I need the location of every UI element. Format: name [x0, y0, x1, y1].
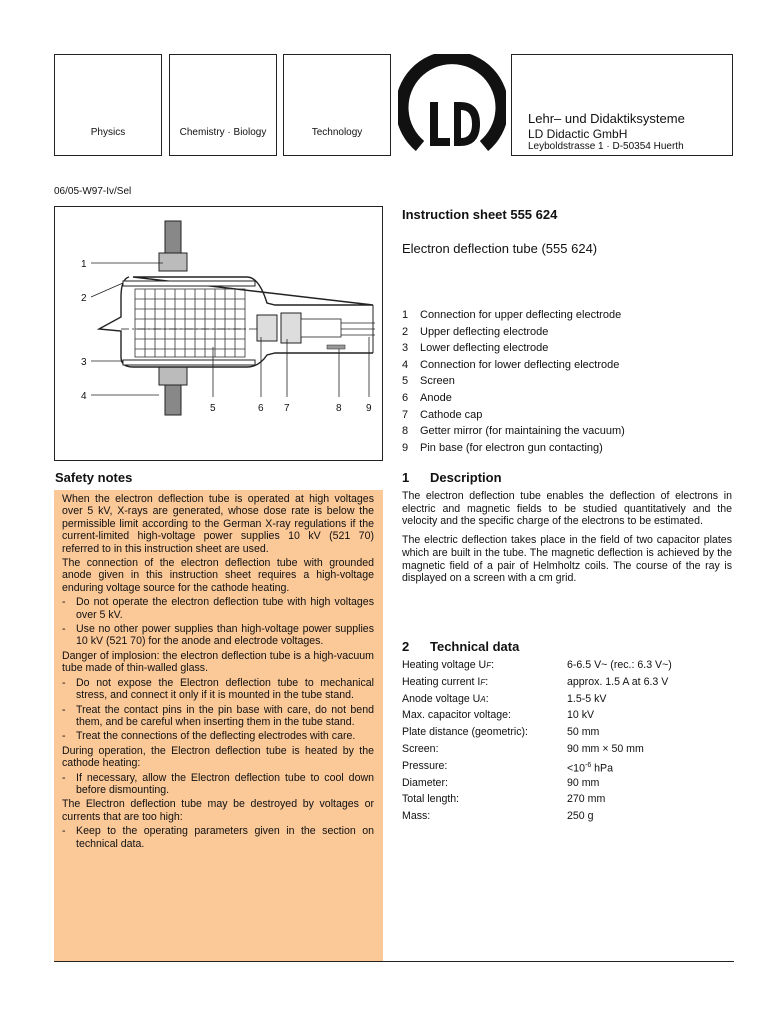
figure-label-8: 8 — [336, 403, 342, 414]
technical-data-row: Max. capacitor voltage: 10 kV — [402, 709, 595, 722]
safety-bullet: - If necessary, allow the Electron deflection tube to cool down before dismounting. — [62, 771, 374, 796]
technical-data-row: Heating voltage UF: 6-6.5 V~ (rec.: 6.3 V~) — [402, 659, 672, 671]
bottom-rule — [54, 961, 734, 962]
company-address: Leyboldstrasse 1 · D-50354 Huerth — [528, 141, 684, 152]
figure-label-5: 5 — [210, 403, 216, 414]
technical-data-row: Mass: 250 g — [402, 810, 594, 823]
safety-paragraph: Danger of implosion: the electron deflection tube is a high-vacuum tube made of thin-walled glass. — [62, 649, 374, 675]
legend-item: 5 Screen — [402, 375, 455, 388]
legend-item: 1 Connection for upper deflecting electrode — [402, 309, 622, 321]
safety-bullet: - Do not expose the Electron deflection tube to mechanical stress, and connect it only if it is mounted in the tube stand. — [62, 676, 374, 702]
legend-item: 3 Lower deflecting electrode — [402, 342, 549, 355]
safety-paragraph: During operation, the Electron deflection tube is heated by the cathode heating: — [62, 744, 374, 770]
legend-item: 8 Getter mirror (for maintaining the vacuum) — [402, 425, 625, 438]
header-box-chemistry-biology — [169, 54, 277, 156]
technical-data-row: Pressure: $<10^{-6}$ hPa — [402, 759, 614, 775]
screen-grid — [135, 289, 245, 357]
figure-label-3: 3 — [81, 357, 87, 368]
safety-paragraph: The connection of the electron deflection tube with grounded anode given in this instruction sheet requires a high-voltage enduring voltage source for the cathode heating. — [62, 557, 374, 594]
safety-bullet: - Do not operate the electron deflection tube with high voltages over 5 kV. — [62, 596, 374, 621]
header-box-label: Physics — [90, 127, 126, 138]
figure-label-2: 2 — [81, 293, 87, 304]
header-box-label: Technology — [311, 127, 363, 138]
company-tagline: Lehr– und Didaktiksysteme — [528, 111, 685, 126]
legend-item: 9 Pin base (for electron gun contacting) — [402, 441, 603, 454]
safety-bullet: - Use no other power supplies than high-voltage power supplies 10 kV (521 70) for the anode and electrode voltages. — [62, 623, 374, 648]
legend-item: 6 Anode — [402, 391, 452, 404]
ld-logo — [398, 54, 506, 158]
technical-data-heading: 2 Technical data — [402, 639, 520, 654]
safety-paragraph: The Electron deflection tube may be destroyed by voltages or currents that are too high: — [62, 798, 374, 823]
description-heading: 1 Description — [402, 470, 502, 485]
page-subtitle: Electron deflection tube (555 624) — [402, 241, 598, 256]
figure-legend — [402, 307, 742, 456]
description-body — [402, 490, 732, 591]
document-id: 06/05-W97-Iv/Sel — [54, 186, 132, 197]
tube-figure — [54, 206, 383, 461]
safety-bullet: - Treat the connections of the deflecting electrodes with care. — [62, 730, 356, 743]
description-paragraph: The electron deflection tube enables the deflection of electrons in electric and magnetic fields to be studied quantitatively and the velocity and the specific charge of the electrons to be estimated. — [402, 490, 732, 528]
header-box-technology — [283, 54, 391, 156]
safety-notes-box — [54, 490, 383, 962]
company-name: LD Didactic GmbH — [528, 127, 628, 141]
technical-data-row: Heating current IF: approx. 1.5 A at 6.3 V — [402, 675, 669, 688]
tube-diagram — [55, 207, 382, 460]
header-box-label: Chemistry · Biology — [179, 127, 267, 138]
figure-label-6: 6 — [258, 403, 264, 414]
figure-label-1: 1 — [81, 259, 87, 270]
safety-notes-title: Safety notes — [55, 470, 133, 485]
legend-item: 4 Connection for lower deflecting electrode — [402, 358, 620, 371]
company-box — [511, 54, 733, 156]
safety-bullet: - Keep to the operating parameters given in the section on technical data. — [62, 825, 374, 850]
technical-data-row: Diameter: 90 mm — [402, 776, 600, 789]
safety-bullet: - Treat the contact pins in the pin base with care, do not bend them, and be careful when inserting them in the tube stand. — [62, 703, 374, 728]
technical-data-row: Screen: 90 mm × 50 mm — [402, 742, 644, 755]
safety-paragraph: When the electron deflection tube is operated at high voltages over 5 kV, X-rays are generated, whose dose rate is below the permissible limit according to the German X-ray regulations if the current-limited high-voltage power supplies 10 kV (521 70) referred to in this instruction sheet are used. — [62, 493, 374, 555]
figure-label-4: 4 — [81, 391, 87, 402]
header-box-physics — [54, 54, 162, 156]
description-paragraph: The electric deflection takes place in the field of two capacitor plates which are built in the tube. The magnetic deflection is achieved by the magnetic field of a pair of Helmholtz coils. The course of the ray is displayed on a screen with a cm grid. — [402, 534, 732, 585]
page-title: Instruction sheet 555 624 — [402, 207, 558, 222]
technical-data-row: Anode voltage UA: 1.5-5 kV — [402, 692, 607, 705]
legend-item: 2 Upper deflecting electrode — [402, 325, 549, 338]
technical-data-row: Plate distance (geometric): 50 mm — [402, 726, 600, 739]
figure-label-9: 9 — [366, 403, 372, 414]
technical-data-table — [402, 657, 742, 825]
legend-item: 7 Cathode cap — [402, 408, 483, 421]
technical-data-row: Total length: 270 mm — [402, 793, 606, 806]
figure-label-7: 7 — [284, 403, 290, 414]
